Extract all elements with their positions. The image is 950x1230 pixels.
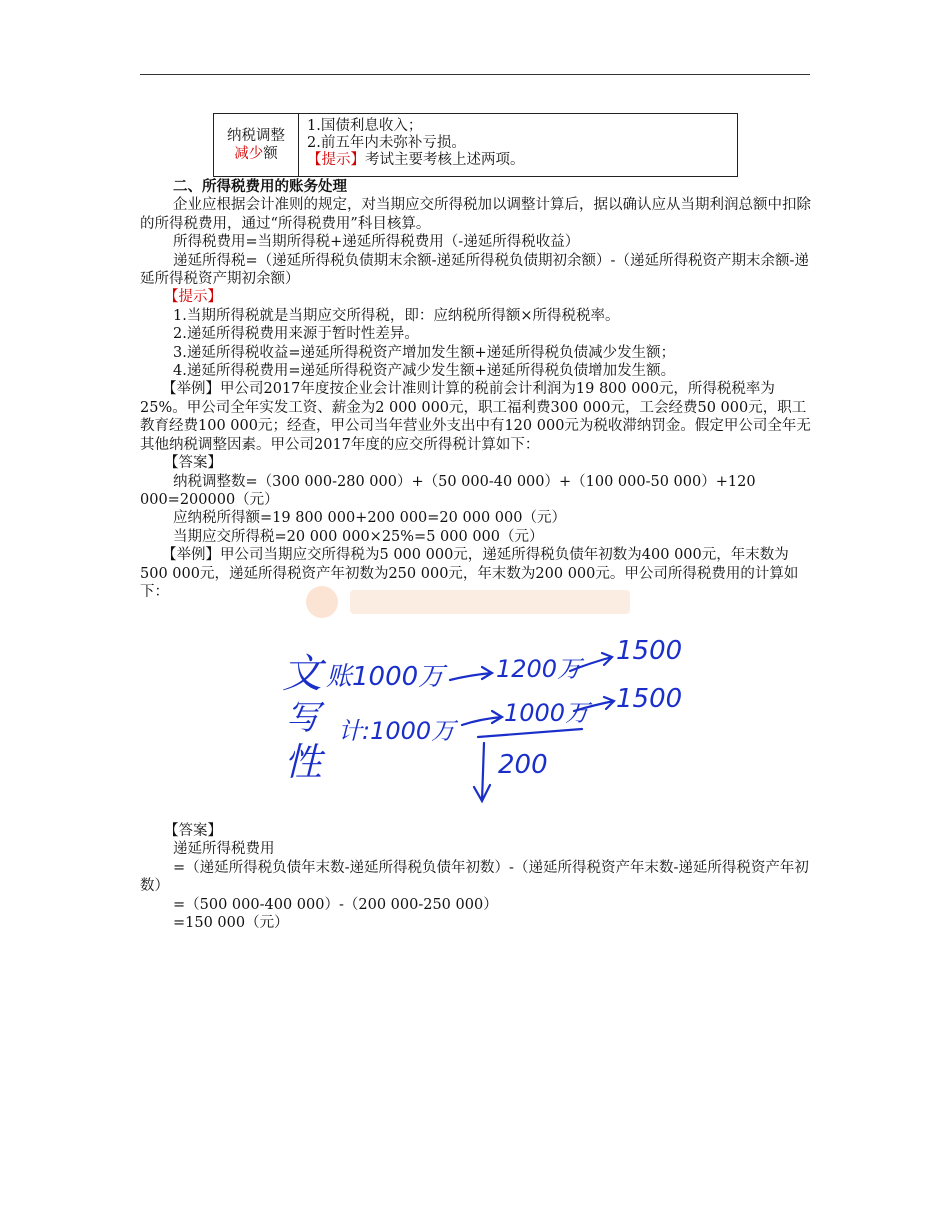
hand-arrow-3	[462, 711, 502, 725]
table-label-red: 减少	[234, 146, 264, 162]
table-tip	[307, 152, 737, 169]
answer-label-2: 【答案】	[164, 823, 222, 839]
hand-arrow-1	[450, 667, 492, 680]
hand-line1-mid: 1200万	[496, 655, 582, 683]
table-tip-text: 考试主要考核上述两项。	[365, 152, 525, 168]
calc-current-tax: 当期应交所得税=20 000 000×25%=5 000 000（元）	[173, 528, 544, 545]
calc-taxable-income: 应纳税所得额=19 800 000+200 000=20 000 000（元）	[173, 510, 566, 527]
table-label-suffix: 额	[263, 146, 278, 162]
hand-line1-left: 文	[282, 651, 322, 697]
hand-line3-left: 性	[284, 740, 323, 784]
example-2: 【举例】甲公司当期应交所得税为5 000 000元，递延所得税负债年初数为400 000元，年末数为500 000元，递延所得税资产年初数为250 000元，年末数为200 000元。甲公司所得税费用的计算如下：	[140, 547, 799, 600]
tip-item-2: 2.递延所得税费用来源于暂时性差异。	[173, 326, 419, 343]
table-tip-label: 【提示】	[307, 152, 365, 168]
table-item-1: 1.国债利息收入；	[307, 118, 423, 134]
answer2-line2: =（递延所得税负债年末数-递延所得税负债年初数）-（递延所得税资产年末数-递延所得税资产年初数）	[140, 859, 809, 895]
table-label-line2	[234, 145, 278, 163]
hand-line1-book: 账1000万	[326, 662, 445, 692]
answer2-line1: 递延所得税费用	[173, 841, 275, 858]
tip-item-1: 1.当期所得税就是当期应交所得税，即：应纳税所得额×所得税税率。	[173, 307, 620, 324]
tax-adjustment-table	[213, 113, 738, 177]
answer2-line3: =（500 000-400 000）-（200 000-250 000）	[173, 896, 498, 913]
watermark-logo	[300, 582, 640, 618]
table-items-cell	[299, 114, 737, 176]
handwritten-annotation	[270, 625, 690, 815]
paragraph-intro: 企业应根据会计准则的规定，对当期应交所得税加以调整计算后，据以确认应从当期利润总额中扣除的所得税费用，通过“所得税费用”科目核算。	[140, 197, 811, 232]
hand-diff: 200	[498, 750, 548, 780]
answer-label-1: 【答案】	[164, 455, 222, 472]
main-content	[140, 178, 812, 601]
header-rule	[140, 74, 810, 75]
hand-line3-mid: 1000万	[504, 699, 590, 727]
tip-item-4: 4.递延所得税费用=递延所得税资产减少发生额+递延所得税负债增加发生额。	[173, 363, 676, 380]
table-item-2: 2.前五年内未弥补亏损。	[307, 135, 466, 151]
tip-label: 【提示】	[164, 289, 222, 306]
table-label-line1: 纳税调整	[227, 128, 285, 144]
answer-section-2	[140, 822, 812, 932]
hand-underline	[478, 729, 582, 737]
hand-down-arrow	[474, 743, 490, 801]
hand-line1-right: 1500	[616, 636, 683, 666]
hand-line3-tax: 计:1000万	[338, 717, 456, 745]
hand-line2-right: 1500	[616, 684, 683, 714]
example-1: 【举例】甲公司2017年度按企业会计准则计算的税前会计利润为19 800 000元，所得税税率为25%。甲公司全年实发工资、薪金为2 000 000元，职工福利费300 000元，工会经费50 000元，职工教育经费100 000元；经查，甲公司当年营业外支出中有120 000元为税收滞纳罚金。假定甲公司全年无其他纳税调整因素。甲公司2017年度的应交所得税计算如下：	[140, 381, 811, 453]
tip-item-3: 3.递延所得税收益=递延所得税资产增加发生额+递延所得税负债减少发生额；	[173, 344, 676, 361]
table-label-cell	[214, 114, 299, 176]
formula-income-tax-expense: 所得税费用=当期所得税+递延所得税费用（-递延所得税收益）	[173, 234, 580, 251]
answer2-line4: =150 000（元）	[173, 915, 289, 932]
formula-deferred-tax: 递延所得税=（递延所得税负债期末余额-递延所得税负债期初余额）-（递延所得税资产期末余额-递延所得税资产期初余额）	[140, 252, 809, 288]
hand-line2-left: 写	[286, 698, 320, 738]
calc-adjustment: 纳税调整数=（300 000-280 000）+（50 000-40 000）+（100 000-50 000）+120 000=200000（元）	[140, 473, 756, 508]
section-title: 二、所得税费用的账务处理	[173, 178, 347, 195]
